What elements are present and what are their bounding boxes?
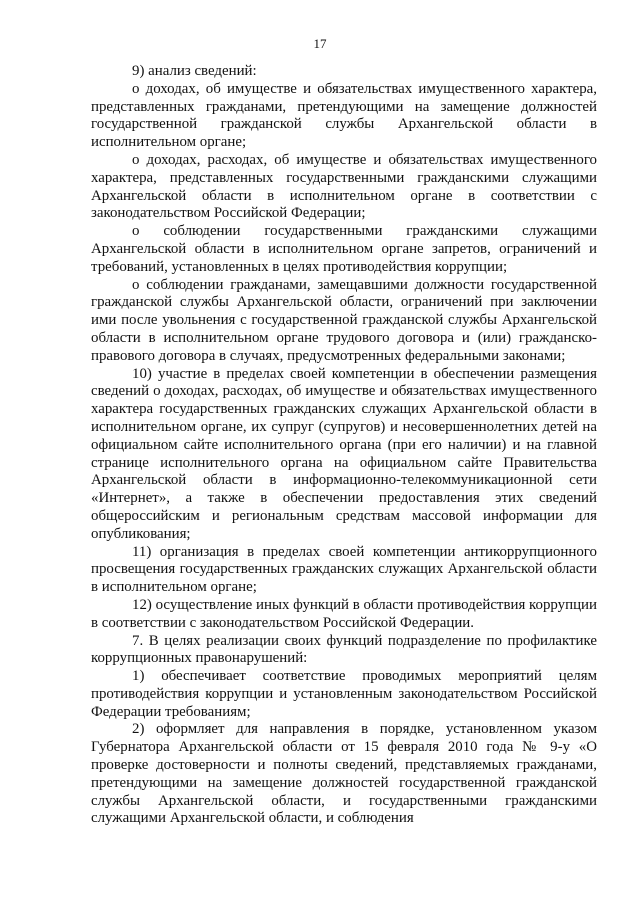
paragraph-subitem-2: 2) оформляет для направления в порядке, установленном указом Губернатора Архангельской области от 15 февраля 2010 года № 9-у «О проверке достоверности и полноты сведений, представляемых гражданами, претендующими на замещение должностей государственной гражданской службы Архангельской области, и государственными гражданскими служащими Архангельской области, и соблюдения: [91, 721, 597, 827]
paragraph-compliance-former: о соблюдении гражданами, замещавшими должности государственной гражданской службы Архангельской области, ограничений при заключении ими после увольнения с государственной гражданской службы Архангельской области в исполнительном органе трудового договора и (или) гражданско-правового договора в случаях, предусмотренных федеральными законами;: [91, 276, 597, 364]
document-body: [91, 63, 597, 828]
paragraph-income-employees: о доходах, расходах, об имуществе и обязательствах имущественного характера, представленных государственными гражданскими служащими Архангельской области в исполнительном органе в соответствии с законодательством Российской Федерации;: [91, 151, 597, 222]
paragraph-income-candidates: о доходах, об имуществе и обязательствах имущественного характера, представленных гражданами, претендующими на замещение должностей государственной гражданской службы Архангельской области в исполнительном органе;: [91, 80, 597, 151]
paragraph-subitem-1: 1) обеспечивает соответствие проводимых мероприятий целям противодействия коррупции и установленным законодательством Российской Федерации требованиям;: [91, 668, 597, 720]
paragraph-compliance-employees: о соблюдении государственными гражданскими служащими Архангельской области в исполнительном органе запретов, ограничений и требований, установленных в целях противодействия коррупции;: [91, 223, 597, 275]
paragraph-section-7: 7. В целях реализации своих функций подразделение по профилактике коррупционных правонарушений:: [91, 632, 597, 667]
paragraph-item-10: 10) участие в пределах своей компетенции в обеспечении размещения сведений о доходах, расходах, об имуществе и обязательствах имущественного характера государственных гражданских служащих Архангельской области в исполнительном органе, их супруг (супругов) и несовершеннолетних детей на официальном сайте исполнительного органа (при его наличии) и на главной странице исполнительного органа на официальном сайте Правительства Архангельской области в информационно-телекоммуникационной сети «Интернет», а также в обеспечении предоставления этих сведений общероссийским и региональным средствам массовой информации для опубликования;: [91, 365, 597, 542]
page-number: 17: [313, 36, 327, 51]
paragraph-item-9: 9) анализ сведений:: [132, 63, 257, 79]
paragraph-item-11: 11) организация в пределах своей компетенции антикоррупционного просвещения государственных гражданских служащих Архангельской области в исполнительном органе;: [91, 543, 597, 596]
paragraph-item-12: 12) осуществление иных функций в области противодействия коррупции в соответствии с законодательством Российской Федерации.: [91, 596, 597, 631]
